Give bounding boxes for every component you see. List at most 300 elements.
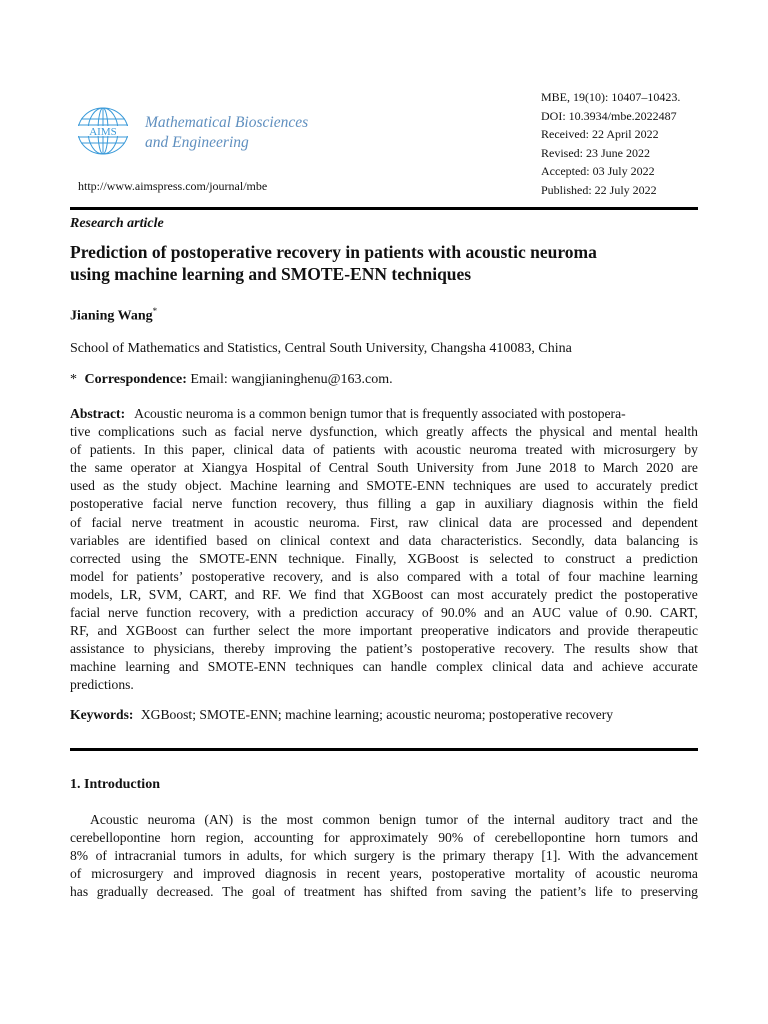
- word: clinical: [492, 659, 533, 675]
- word: auditory: [564, 812, 610, 827]
- word: field: [673, 496, 698, 512]
- word: LR,: [120, 586, 142, 602]
- word: of: [283, 884, 296, 900]
- meta-doi[interactable]: DOI: 10.3934/mbe.2022487: [541, 108, 677, 123]
- word: facial: [70, 605, 101, 621]
- word: and: [559, 623, 580, 639]
- word: horn: [595, 830, 621, 846]
- word: model: [70, 568, 104, 584]
- word: and: [234, 586, 255, 602]
- abstract-divider: [70, 748, 698, 751]
- word: of: [70, 442, 82, 458]
- word: the: [171, 550, 189, 566]
- word: models,: [70, 586, 113, 602]
- word: are: [681, 460, 698, 476]
- word: with: [570, 442, 596, 458]
- word: First,: [369, 514, 399, 530]
- affiliation: School of Mathematics and Statistics, Central South University, Changsha 410083, China: [70, 341, 572, 356]
- word: and: [592, 424, 613, 440]
- word: [1].: [541, 848, 561, 864]
- word: patient’s: [366, 641, 413, 657]
- word: used: [544, 478, 570, 494]
- word: SMOTE-ENN: [199, 550, 278, 566]
- word: can: [185, 623, 205, 639]
- word: March: [602, 460, 639, 476]
- word: the: [122, 478, 140, 494]
- correspondence: [70, 372, 393, 388]
- word: machine: [598, 568, 645, 584]
- word: XGBoost: [125, 623, 177, 639]
- word: of: [95, 848, 107, 864]
- word: goal: [251, 884, 276, 900]
- word: nerve: [192, 496, 223, 512]
- word: complications: [98, 424, 175, 440]
- word: and: [178, 659, 199, 675]
- word: also: [376, 568, 399, 584]
- word: same: [94, 460, 123, 476]
- word: primary: [442, 848, 486, 864]
- word: in: [326, 866, 337, 882]
- word: acoustic: [254, 514, 299, 530]
- word: and: [612, 514, 632, 530]
- word: as: [214, 424, 227, 440]
- word: with: [257, 605, 282, 621]
- aims-globe-logo: [75, 105, 131, 157]
- word: microsurgery: [91, 866, 164, 882]
- word: tract: [619, 812, 644, 827]
- word: RF,: [70, 623, 89, 639]
- abstract: [70, 405, 698, 695]
- word: clinical: [438, 514, 479, 530]
- word: improving: [274, 641, 331, 657]
- word: raw: [408, 514, 429, 530]
- word: health: [664, 424, 698, 440]
- word: to: [584, 460, 595, 476]
- word: data: [281, 442, 305, 458]
- word: with: [468, 568, 494, 584]
- intro-line: [70, 811, 698, 829]
- word: is: [402, 848, 412, 864]
- title-line: Prediction of postoperative recovery in patients with acoustic neuroma: [70, 242, 597, 262]
- word: approximately: [349, 830, 429, 846]
- word: horn: [170, 830, 196, 846]
- word: using: [131, 550, 161, 566]
- word: achieve: [601, 659, 644, 675]
- word: physicians,: [153, 641, 215, 657]
- journal-name-line2: and Engineering: [145, 134, 249, 151]
- word: neuroma: [469, 442, 517, 458]
- word: SMOTE-ENN: [207, 659, 287, 675]
- word: 8%: [70, 848, 89, 864]
- word: predict: [660, 478, 698, 494]
- word: function: [146, 605, 192, 621]
- word: paper,: [191, 442, 225, 458]
- word: 90.0%: [441, 605, 477, 621]
- word: identified: [154, 532, 207, 548]
- word: 2018: [549, 460, 577, 476]
- intro-line: [70, 829, 698, 847]
- word: such: [182, 424, 208, 440]
- word: CART,: [189, 586, 228, 602]
- word: clinical: [280, 532, 321, 548]
- word: this: [163, 442, 184, 458]
- meta-revised: Revised: 23 June 2022: [541, 145, 650, 160]
- word: microsurgery: [603, 442, 676, 458]
- word: the: [600, 586, 617, 602]
- word: saving: [470, 884, 507, 900]
- word: most: [286, 812, 314, 827]
- word: treated: [525, 442, 563, 458]
- journal-url[interactable]: http://www.aimspress.com/journal/mbe: [78, 179, 268, 193]
- word: and: [173, 866, 194, 882]
- corr-label: Correspondence:: [84, 372, 187, 387]
- word: XGBoost: [371, 586, 424, 602]
- word: is: [242, 812, 252, 827]
- word: and: [678, 830, 698, 846]
- word: technique.: [288, 550, 345, 566]
- word: recovery,: [199, 605, 250, 621]
- word: to: [133, 641, 145, 657]
- word: characteristics.: [440, 532, 522, 548]
- word: 90%: [438, 830, 464, 846]
- word: benign: [379, 812, 417, 827]
- abstract-line: [70, 405, 698, 423]
- word: patient’s: [540, 884, 587, 900]
- word: neuroma.: [308, 514, 360, 530]
- word: and: [331, 568, 352, 584]
- word: cerebellopontine: [70, 830, 161, 846]
- word: based: [216, 532, 248, 548]
- word: a: [420, 496, 427, 512]
- word: The: [563, 641, 586, 657]
- word: more: [323, 623, 351, 639]
- word: advancement: [626, 848, 698, 864]
- word: to: [577, 478, 588, 494]
- word: accurately: [491, 586, 548, 602]
- word: SMOTE-ENN: [366, 478, 445, 494]
- word: mental: [619, 424, 657, 440]
- word: at: [183, 460, 194, 476]
- header-divider: [70, 207, 698, 210]
- word: of: [70, 866, 82, 882]
- abstract-line: [70, 622, 698, 640]
- word: preserving: [640, 884, 698, 900]
- word: therapy: [493, 848, 534, 864]
- word: dysfunction,: [309, 424, 378, 440]
- word: the: [487, 812, 505, 827]
- author-name: Jianing Wang: [70, 308, 153, 324]
- word: accuracy: [365, 605, 415, 621]
- title-line: using machine learning and SMOTE-ENN techniques: [70, 264, 472, 284]
- word: greatly: [426, 424, 464, 440]
- word: auxiliary: [484, 496, 533, 512]
- word: Xiangya: [201, 460, 248, 476]
- word: and: [573, 659, 593, 675]
- abstract-line: [70, 423, 698, 441]
- word: of: [309, 460, 321, 476]
- word: gradually: [96, 884, 149, 900]
- word: prediction: [642, 550, 698, 566]
- word: facial: [91, 514, 122, 530]
- word: selected: [489, 550, 534, 566]
- word: With: [568, 848, 595, 864]
- word: postoperative: [431, 866, 506, 882]
- word: patients.: [89, 442, 136, 458]
- word: function: [231, 496, 277, 512]
- word: the: [70, 460, 87, 476]
- word: of: [70, 514, 82, 530]
- word: which: [385, 424, 419, 440]
- word: total: [515, 568, 540, 584]
- word: learning: [653, 568, 698, 584]
- word: prediction: [302, 605, 358, 621]
- article-type: Research article: [70, 216, 164, 231]
- word: of: [548, 568, 560, 584]
- word: and: [483, 605, 504, 621]
- word: data: [489, 514, 512, 530]
- word: physical: [539, 424, 585, 440]
- word: are: [519, 478, 537, 494]
- word: are: [521, 514, 539, 530]
- word: select: [258, 623, 290, 639]
- word: of: [313, 442, 325, 458]
- word: therapeutic: [637, 623, 698, 639]
- word: mortality: [514, 866, 565, 882]
- publication-meta: [541, 88, 680, 199]
- word: (AN): [204, 812, 234, 827]
- word: adults,: [246, 848, 283, 864]
- word: from: [481, 460, 509, 476]
- word: value: [568, 605, 599, 621]
- word: nerve: [108, 605, 139, 621]
- word: surgery: [354, 848, 395, 864]
- word: can: [430, 586, 450, 602]
- word: accurately: [596, 478, 652, 494]
- word: data: [408, 532, 432, 548]
- word: which: [313, 848, 347, 864]
- abstract-line: [70, 658, 698, 676]
- word: the: [297, 623, 315, 639]
- word: tumors: [630, 830, 669, 846]
- keywords-label: Keywords:: [70, 707, 134, 722]
- introduction-body: [70, 811, 698, 901]
- word: affects: [471, 424, 508, 440]
- word: complex: [436, 659, 483, 675]
- abstract-line: [70, 640, 698, 658]
- word: the: [681, 812, 698, 827]
- word: clinical: [233, 442, 274, 458]
- word: object.: [185, 478, 222, 494]
- abstract-label: Abstract:: [70, 406, 126, 421]
- word: operator: [130, 460, 176, 476]
- meta-accepted: Accepted: 03 July 2022: [541, 164, 655, 178]
- abstract-text: Acoustic neuroma is a common benign tumor that is frequently associated with postopera-: [134, 406, 626, 421]
- word: accounting: [253, 830, 314, 846]
- abstract-line: [70, 550, 698, 568]
- word: and: [379, 532, 400, 548]
- word: indicators: [497, 623, 551, 639]
- word: patients’: [136, 568, 184, 584]
- word: University: [416, 460, 474, 476]
- word: filling: [377, 496, 411, 512]
- word: cerebellopontine: [494, 830, 586, 846]
- word: important: [359, 623, 413, 639]
- word: postoperative: [70, 496, 144, 512]
- word: tive: [70, 424, 91, 440]
- word: dependent: [641, 514, 698, 530]
- abstract-line: [70, 604, 698, 622]
- word: four: [567, 568, 591, 584]
- abstract-line: [70, 532, 698, 550]
- word: tumors: [183, 848, 222, 864]
- word: find: [314, 586, 337, 602]
- word: is: [359, 568, 369, 584]
- word: Finally,: [355, 550, 397, 566]
- word: the: [340, 641, 357, 657]
- word: corrected: [70, 550, 121, 566]
- word: within: [602, 496, 638, 512]
- word: internal: [513, 812, 556, 827]
- word: recent: [346, 866, 380, 882]
- word: the: [647, 496, 664, 512]
- word: is: [469, 550, 479, 566]
- word: that: [677, 641, 698, 657]
- author-mark: *: [152, 306, 158, 316]
- word: variables: [70, 532, 120, 548]
- word: AUC: [532, 605, 561, 621]
- word: balancing: [626, 532, 680, 548]
- word: postoperative: [421, 641, 495, 657]
- word: facial: [233, 424, 265, 440]
- word: and: [652, 812, 673, 827]
- author: [70, 306, 157, 325]
- word: machine: [70, 659, 117, 675]
- word: used: [70, 478, 95, 494]
- word: data: [594, 532, 617, 548]
- word: diagnosis: [542, 496, 594, 512]
- abstract-line: [70, 514, 698, 532]
- word: acoustic: [595, 866, 641, 882]
- word: from: [435, 884, 463, 900]
- article-title: [70, 241, 710, 285]
- word: Hospital: [255, 460, 302, 476]
- word: for: [290, 848, 307, 864]
- abstract-line: [70, 477, 698, 495]
- intro-line: [70, 847, 698, 865]
- meta-received: Received: 22 April 2022: [541, 127, 659, 141]
- word: 0.90.: [625, 605, 653, 621]
- word: of: [421, 605, 434, 621]
- word: life: [594, 884, 613, 900]
- intro-line: [70, 865, 698, 883]
- word: postoperative: [624, 586, 698, 602]
- word: Central: [328, 460, 369, 476]
- word: handle: [390, 659, 427, 675]
- word: assistance: [70, 641, 125, 657]
- word: acoustic: [416, 442, 461, 458]
- word: show: [639, 641, 669, 657]
- word: shifted: [390, 884, 428, 900]
- word: study: [147, 478, 177, 494]
- meta-published: Published: 22 July 2022: [541, 182, 657, 197]
- word: Machine: [229, 478, 278, 494]
- word: gap: [435, 496, 456, 512]
- word: South: [376, 460, 409, 476]
- word: a: [289, 605, 296, 621]
- word: the: [514, 884, 532, 900]
- word: of: [574, 866, 587, 882]
- word: the: [515, 424, 532, 440]
- word: intracranial: [114, 848, 177, 864]
- word: further: [212, 623, 250, 639]
- word: to: [621, 884, 632, 900]
- word: of: [473, 830, 485, 846]
- word: with: [383, 442, 408, 458]
- word: construct: [565, 550, 616, 566]
- word: thereby: [224, 641, 265, 657]
- word: June: [516, 460, 542, 476]
- logo-text: AIMS: [89, 126, 117, 138]
- word: of: [605, 605, 618, 621]
- word: neuroma: [650, 866, 698, 882]
- section-heading-introduction: 1. Introduction: [70, 777, 160, 792]
- word: accurate: [652, 659, 698, 675]
- word: Acoustic: [90, 812, 139, 827]
- word: in: [228, 848, 240, 864]
- word: as: [103, 478, 115, 494]
- word: improved: [202, 866, 256, 882]
- word: The: [222, 884, 244, 900]
- meta-volume: MBE, 19(10): 10407–10423.: [541, 90, 681, 104]
- word: neuroma: [147, 812, 196, 827]
- word: the: [260, 812, 278, 827]
- abstract-line: [70, 459, 698, 477]
- word: data: [541, 659, 564, 675]
- word: We: [288, 586, 307, 602]
- word: patients: [332, 442, 376, 458]
- word: by: [684, 442, 698, 458]
- corr-email[interactable]: Email: wangjianinghenu@163.com.: [190, 372, 393, 387]
- word: of: [467, 812, 479, 827]
- word: 2020: [646, 460, 674, 476]
- word: results: [594, 641, 630, 657]
- word: In: [143, 442, 156, 458]
- word: compared: [407, 568, 461, 584]
- abstract-line: [70, 568, 698, 586]
- journal-name: [145, 113, 308, 153]
- word: thus: [345, 496, 369, 512]
- word: region,: [205, 830, 244, 846]
- word: the: [602, 848, 619, 864]
- word: diagnosis: [264, 866, 317, 882]
- word: learning: [285, 478, 331, 494]
- word: decreased.: [156, 884, 214, 900]
- word: CART,: [660, 605, 698, 621]
- word: predict: [554, 586, 593, 602]
- word: has: [363, 884, 382, 900]
- word: common: [322, 812, 370, 827]
- word: treatment: [303, 884, 356, 900]
- abstract-line: [70, 441, 698, 459]
- word: in: [233, 514, 245, 530]
- word: recovery,: [273, 568, 324, 584]
- word: years,: [389, 866, 422, 882]
- word: for: [323, 830, 340, 846]
- word: provide: [587, 623, 630, 639]
- word: has: [70, 884, 89, 900]
- word: RF.: [262, 586, 282, 602]
- keywords: [70, 707, 613, 723]
